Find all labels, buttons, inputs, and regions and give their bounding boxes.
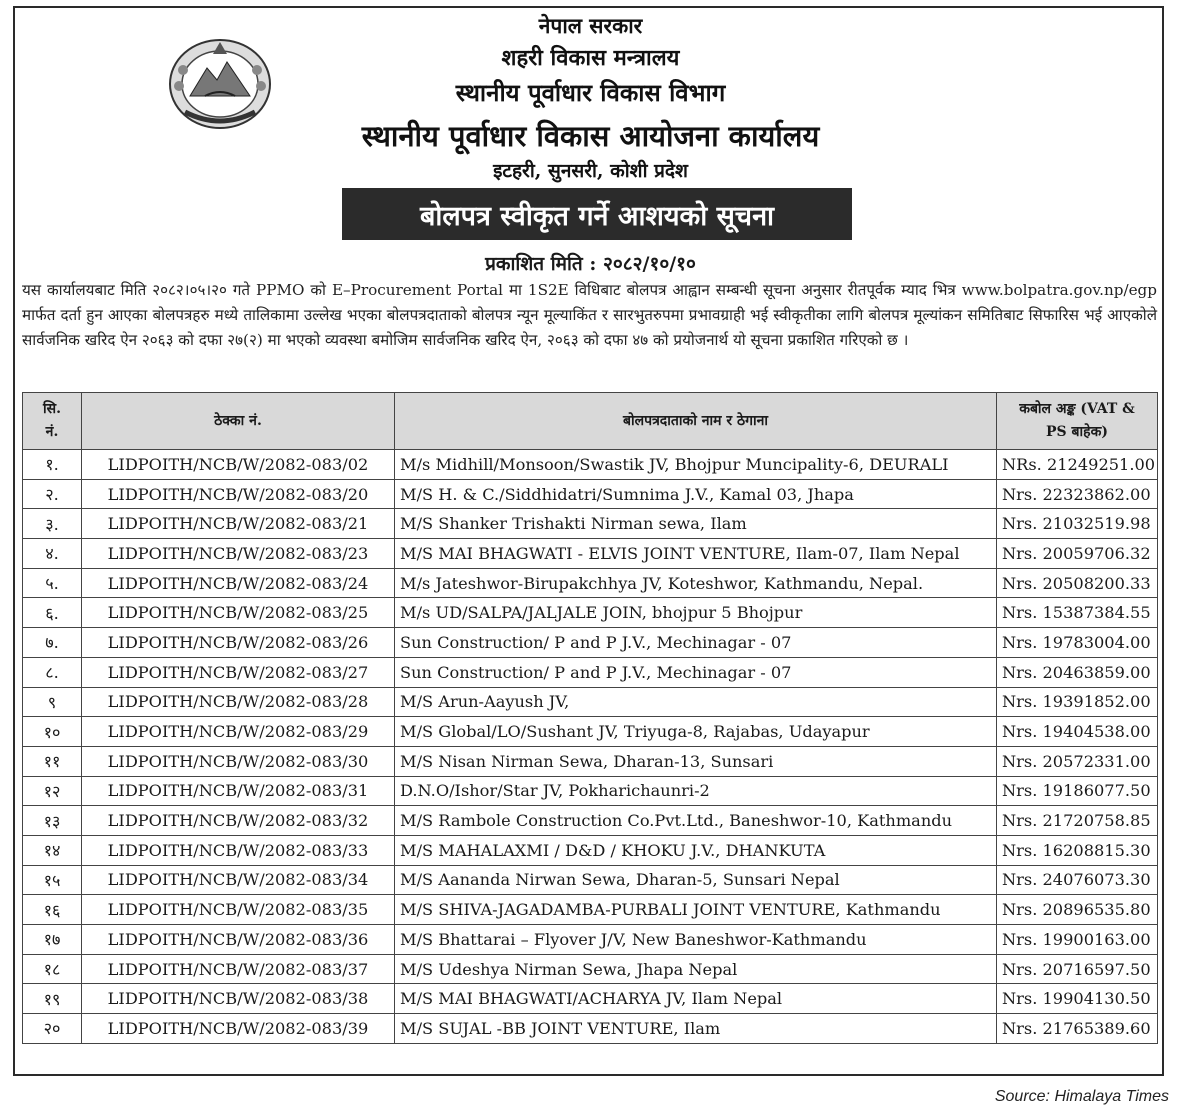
row-sn: १४ <box>23 835 82 865</box>
header-department: स्थानीय पूर्वाधार विकास विभाग <box>455 78 726 107</box>
row-contract-ref: LIDPOITH/NCB/W/2082-083/39 <box>82 1014 395 1044</box>
row-sn: ६. <box>23 598 82 628</box>
row-sn: ९ <box>23 687 82 717</box>
notice-paragraph: यस कार्यालयबाट मिति २०८२।०५।२० गते PPMO को E–Procurement Portal मा 1S2E विधिबाट बोलपत्र आह्वान सम्बन्धी सूचना अनुसार रीतपूर्वक म्याद भित्र www.bolpatra.gov.np/egp मार्फत दर्ता हुन आएका बोलपत्रहरु मध्ये तालिकामा उल्लेख भएका बोलपत्रदाताको बोलपत्र न्यून मूल्याकिंत र सारभुतरुपमा प्रभावग्राही भई स्वीकृतीका लागि बोलपत्र मूल्यांकन समितिबाट सिफारिस भई आएकोले सार्वजनिक खरिद ऐन २०६३ को दफा २७(२) मा भएको व्यवस्था बमोजिम सार्वजनिक खरिद ऐन, २०६३ को दफा ४७ को प्रयोजनार्थ यो सूचना प्रकाशित गरिएको छ । <box>22 281 1157 349</box>
row-bidder: M/S Global/LO/Sushant JV, Triyuga-8, Rajabas, Udayapur <box>395 717 997 747</box>
row-sn: ५. <box>23 568 82 598</box>
table-row <box>23 628 1158 658</box>
row-sn: १० <box>23 717 82 747</box>
table-row <box>23 1014 1158 1044</box>
row-amount: Nrs. 22323862.00 <box>997 479 1158 509</box>
row-bidder: M/S SHIVA-JAGADAMBA-PURBALI JOINT VENTURE, Kathmandu <box>395 895 997 925</box>
row-amount: Nrs. 19186077.50 <box>997 776 1158 806</box>
col-header-sn <box>23 393 82 450</box>
row-sn: १९ <box>23 984 82 1014</box>
row-contract-ref: LIDPOITH/NCB/W/2082-083/25 <box>82 598 395 628</box>
row-bidder: M/S MAI BHAGWATI - ELVIS JOINT VENTURE, Ilam-07, Ilam Nepal <box>395 539 997 569</box>
row-bidder: Sun Construction/ P and P J.V., Mechinagar - 07 <box>395 657 997 687</box>
table-row <box>23 776 1158 806</box>
row-amount: Nrs. 20508200.33 <box>997 568 1158 598</box>
row-contract-ref: LIDPOITH/NCB/W/2082-083/34 <box>82 865 395 895</box>
col-header-sn-line1: सि. <box>43 401 61 417</box>
row-sn: १७ <box>23 925 82 955</box>
row-bidder: M/S MAI BHAGWATI/ACHARYA JV, Ilam Nepal <box>395 984 997 1014</box>
col-header-amount-line1: कबोल अङ्क (VAT & <box>1019 401 1135 417</box>
row-bidder: M/S MAHALAXMI / D&D / KHOKU J.V., DHANKUTA <box>395 835 997 865</box>
row-sn: ७. <box>23 628 82 658</box>
row-contract-ref: LIDPOITH/NCB/W/2082-083/33 <box>82 835 395 865</box>
row-bidder: Sun Construction/ P and P J.V., Mechinagar - 07 <box>395 628 997 658</box>
table-row <box>23 895 1158 925</box>
notice-title-banner: बोलपत्र स्वीकृत गर्ने आशयको सूचना <box>342 188 852 240</box>
row-bidder: M/s Jateshwor-Birupakchhya JV, Koteshwor, Kathmandu, Nepal. <box>395 568 997 598</box>
notice-body <box>22 278 1157 353</box>
header-address: इटहरी, सुनसरी, कोशी प्रदेश <box>493 160 688 182</box>
row-bidder: M/S Nisan Nirman Sewa, Dharan-13, Sunsari <box>395 746 997 776</box>
table-row <box>23 479 1158 509</box>
row-bidder: M/S Aananda Nirwan Sewa, Dharan-5, Sunsari Nepal <box>395 865 997 895</box>
row-sn: १५ <box>23 865 82 895</box>
bid-table-body <box>23 450 1158 1044</box>
row-contract-ref: LIDPOITH/NCB/W/2082-083/28 <box>82 687 395 717</box>
row-contract-ref: LIDPOITH/NCB/W/2082-083/21 <box>82 509 395 539</box>
row-amount: Nrs. 21032519.98 <box>997 509 1158 539</box>
row-bidder: M/s Midhill/Monsoon/Swastik JV, Bhojpur Muncipality-6, DEURALI <box>395 450 997 480</box>
published-date: प्रकाशित मिति : २०८२/१०/१० <box>485 253 696 275</box>
table-row <box>23 539 1158 569</box>
row-contract-ref: LIDPOITH/NCB/W/2082-083/38 <box>82 984 395 1014</box>
col-header-amount-line2: PS बाहेक) <box>1046 424 1108 440</box>
row-amount: Nrs. 15387384.55 <box>997 598 1158 628</box>
row-amount: Nrs. 19904130.50 <box>997 984 1158 1014</box>
row-amount: NRs. 21249251.00 <box>997 450 1158 480</box>
row-contract-ref: LIDPOITH/NCB/W/2082-083/30 <box>82 746 395 776</box>
row-sn: ११ <box>23 746 82 776</box>
row-bidder: M/S H. & C./Siddhidatri/Sumnima J.V., Kamal 03, Jhapa <box>395 479 997 509</box>
col-header-bidder: बोलपत्रदाताको नाम र ठेगाना <box>395 393 997 450</box>
col-header-amount <box>997 393 1158 450</box>
table-row <box>23 984 1158 1014</box>
table-row <box>23 687 1158 717</box>
row-bidder: M/S Arun-Aayush JV, <box>395 687 997 717</box>
table-row <box>23 657 1158 687</box>
row-bidder: M/S Shanker Trishakti Nirman sewa, Ilam <box>395 509 997 539</box>
source-credit: Source: Himalaya Times <box>994 1088 1169 1105</box>
table-row <box>23 509 1158 539</box>
row-amount: Nrs. 20463859.00 <box>997 657 1158 687</box>
table-header-row <box>23 393 1158 450</box>
row-bidder: D.N.O/Ishor/Star JV, Pokharichaunri-2 <box>395 776 997 806</box>
row-contract-ref: LIDPOITH/NCB/W/2082-083/24 <box>82 568 395 598</box>
header-ministry: शहरी विकास मन्त्रालय <box>501 45 680 71</box>
row-bidder: M/S SUJAL -BB JOINT VENTURE, Ilam <box>395 1014 997 1044</box>
row-contract-ref: LIDPOITH/NCB/W/2082-083/26 <box>82 628 395 658</box>
row-sn: १२ <box>23 776 82 806</box>
row-contract-ref: LIDPOITH/NCB/W/2082-083/32 <box>82 806 395 836</box>
row-amount: Nrs. 20896535.80 <box>997 895 1158 925</box>
row-contract-ref: LIDPOITH/NCB/W/2082-083/35 <box>82 895 395 925</box>
row-amount: Nrs. 20716597.50 <box>997 954 1158 984</box>
col-header-contract: ठेक्का नं. <box>82 393 395 450</box>
row-bidder: M/s UD/SALPA/JALJALE JOIN, bhojpur 5 Bhojpur <box>395 598 997 628</box>
table-row <box>23 717 1158 747</box>
row-amount: Nrs. 21720758.85 <box>997 806 1158 836</box>
row-contract-ref: LIDPOITH/NCB/W/2082-083/02 <box>82 450 395 480</box>
table-row <box>23 568 1158 598</box>
row-sn: १. <box>23 450 82 480</box>
table-row <box>23 954 1158 984</box>
table-row <box>23 806 1158 836</box>
row-amount: Nrs. 19783004.00 <box>997 628 1158 658</box>
row-contract-ref: LIDPOITH/NCB/W/2082-083/27 <box>82 657 395 687</box>
table-row <box>23 865 1158 895</box>
row-sn: ३. <box>23 509 82 539</box>
row-amount: Nrs. 21765389.60 <box>997 1014 1158 1044</box>
row-sn: ४. <box>23 539 82 569</box>
row-sn: २० <box>23 1014 82 1044</box>
table-row <box>23 598 1158 628</box>
row-contract-ref: LIDPOITH/NCB/W/2082-083/20 <box>82 479 395 509</box>
row-sn: १८ <box>23 954 82 984</box>
row-amount: Nrs. 19391852.00 <box>997 687 1158 717</box>
table-row <box>23 925 1158 955</box>
row-amount: Nrs. 16208815.30 <box>997 835 1158 865</box>
table-row <box>23 450 1158 480</box>
row-bidder: M/S Rambole Construction Co.Pvt.Ltd., Baneshwor-10, Kathmandu <box>395 806 997 836</box>
row-sn: १६ <box>23 895 82 925</box>
table-row <box>23 746 1158 776</box>
row-amount: Nrs. 19900163.00 <box>997 925 1158 955</box>
row-bidder: M/S Bhattarai – Flyover J/V, New Baneshwor-Kathmandu <box>395 925 997 955</box>
col-header-sn-line2: नं. <box>45 424 59 440</box>
row-contract-ref: LIDPOITH/NCB/W/2082-083/36 <box>82 925 395 955</box>
header-government: नेपाल सरकार <box>538 13 643 38</box>
header-office: स्थानीय पूर्वाधार विकास आयोजना कार्यालय <box>361 119 820 153</box>
row-amount: Nrs. 24076073.30 <box>997 865 1158 895</box>
row-bidder: M/S Udeshya Nirman Sewa, Jhapa Nepal <box>395 954 997 984</box>
bid-table <box>22 392 1158 1044</box>
table-row <box>23 835 1158 865</box>
row-contract-ref: LIDPOITH/NCB/W/2082-083/29 <box>82 717 395 747</box>
row-contract-ref: LIDPOITH/NCB/W/2082-083/37 <box>82 954 395 984</box>
row-amount: Nrs. 19404538.00 <box>997 717 1158 747</box>
row-sn: ८. <box>23 657 82 687</box>
row-amount: Nrs. 20572331.00 <box>997 746 1158 776</box>
row-contract-ref: LIDPOITH/NCB/W/2082-083/23 <box>82 539 395 569</box>
row-amount: Nrs. 20059706.32 <box>997 539 1158 569</box>
row-sn: १३ <box>23 806 82 836</box>
row-contract-ref: LIDPOITH/NCB/W/2082-083/31 <box>82 776 395 806</box>
row-sn: २. <box>23 479 82 509</box>
